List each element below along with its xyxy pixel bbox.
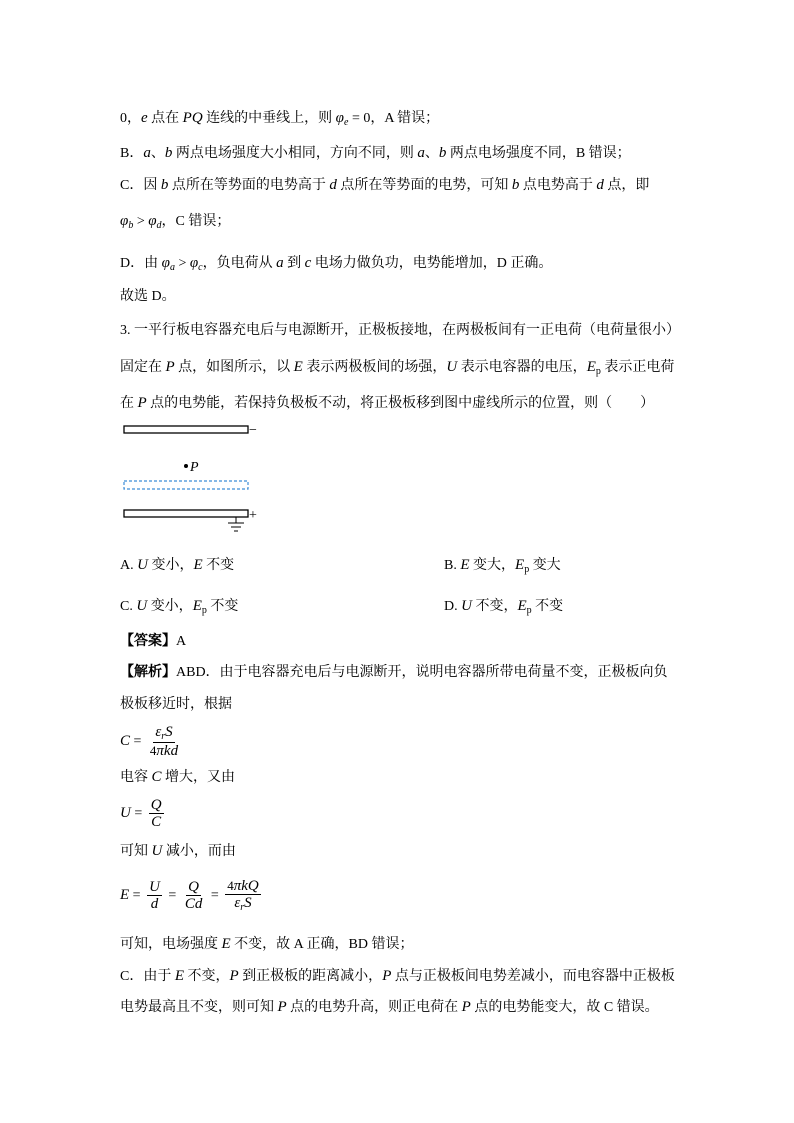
subscript-d: d [156, 220, 162, 231]
text-run: 点，即 [603, 178, 650, 193]
formula-field-strength [120, 878, 264, 913]
text-run: 、 [424, 146, 439, 161]
var-pikd: πkd [156, 743, 179, 759]
subscript-a: a [169, 262, 175, 273]
text-run: 到正极板的距离减小， [238, 969, 383, 984]
text-run: ，A 错误； [370, 111, 440, 126]
var-b: b [164, 145, 173, 161]
ground-symbol [228, 517, 244, 531]
subscript-r: r [161, 731, 166, 742]
formula-voltage [120, 797, 167, 830]
formula-capacitance [120, 724, 183, 759]
var-epsilon: ε [155, 724, 162, 740]
var-phi: φ [189, 255, 199, 271]
text-run: > [133, 214, 149, 229]
fraction [183, 879, 205, 912]
minus-sign-label: − [249, 423, 257, 438]
subscript-p: p [595, 366, 601, 377]
var-E: E [515, 557, 525, 573]
option-d [444, 596, 563, 618]
option-letter: D. [444, 599, 462, 614]
option-a [120, 555, 234, 576]
fraction [147, 879, 162, 912]
fraction-denominator [149, 896, 161, 912]
text-run: 不变 [531, 599, 564, 614]
var-S: S [165, 724, 173, 740]
option-letter: C. [120, 599, 137, 614]
var-E: E [120, 887, 130, 903]
var-b: b [438, 145, 447, 161]
text-run: 点的电势能变大，故 C 错误。 [470, 1000, 659, 1015]
analysis-label: 【解析】 [120, 665, 176, 680]
text-run: 点，如图所示，以 [174, 360, 294, 375]
fraction-numerator [149, 797, 164, 814]
var-d: d [329, 177, 337, 193]
fraction [149, 797, 164, 830]
fraction-numerator [147, 879, 162, 896]
plus-sign-label: + [249, 508, 257, 523]
analysis-line-3 [120, 767, 235, 788]
var-E: E [586, 359, 596, 375]
text-run: 点在 [147, 111, 183, 126]
text-run: ABD．由于电容器充电后与电源断开，说明电容器所带电荷量不变，正极板向负 [176, 665, 668, 680]
number-4: 4 [149, 743, 157, 758]
var-E: E [517, 598, 527, 614]
var-E: E [192, 598, 202, 614]
prev-solution-conclusion [120, 287, 176, 307]
positive-plate [124, 510, 248, 517]
subscript-b: b [128, 220, 134, 231]
text-run: 减小，而由 [162, 844, 236, 859]
fraction-numerator [153, 724, 174, 743]
text-run: 点电势高于 [519, 178, 597, 193]
option-letter: B. [444, 558, 461, 573]
text-run: 两点电场强度大小相同，方向不同，则 [172, 146, 418, 161]
analysis-line-4 [120, 841, 236, 862]
fraction [148, 724, 180, 759]
var-U: U [136, 598, 148, 614]
text-run: D．由 [120, 256, 162, 271]
subscript-p: p [524, 564, 530, 575]
var-b: b [511, 177, 520, 193]
answer-line [120, 632, 186, 652]
negative-plate [124, 426, 248, 433]
subscript-e: e [343, 117, 349, 128]
prev-solution-line-1 [120, 108, 439, 130]
subscript-p: p [201, 605, 207, 616]
var-P: P [461, 999, 471, 1015]
fraction-denominator [148, 743, 180, 759]
analysis-line-1 [120, 663, 668, 683]
var-e: e [141, 110, 148, 126]
var-E: E [193, 557, 203, 573]
number-4: 4 [227, 878, 234, 893]
text-run: 表示电容器的电压， [457, 360, 587, 375]
prev-solution-line-3 [120, 175, 649, 196]
point-p-label: P [190, 460, 199, 475]
var-U: U [120, 805, 131, 821]
var-E: E [174, 968, 185, 984]
analysis-line-6 [120, 966, 675, 987]
text-run: C．因 [120, 178, 161, 193]
text-run: 点的电势能，若保持负极板不动，将正极板移到图中虚线所示的位置，则（ ） [146, 396, 655, 411]
var-P: P [137, 395, 147, 411]
var-d: d [150, 896, 159, 912]
text-run: 不变， [471, 599, 518, 614]
point-p-dot [184, 464, 188, 468]
text-run: C．由于 [120, 969, 175, 984]
text-run: 、 [150, 146, 165, 161]
subscript-r: r [240, 902, 245, 913]
question-line-2 [120, 357, 674, 379]
fraction-denominator [232, 895, 253, 913]
analysis-line-5 [120, 934, 413, 955]
answer-value: A [176, 634, 187, 649]
var-P: P [382, 968, 392, 984]
fraction [225, 878, 261, 913]
text-run: 增大，又由 [161, 770, 236, 785]
text-run: 不变， [184, 969, 230, 984]
equals-sign: = [207, 887, 223, 903]
prev-solution-line-4 [120, 211, 230, 233]
text-run: 不变 [202, 558, 235, 573]
var-E: E [221, 936, 231, 952]
text-run: 不变，故 A 正确，BD 错误； [230, 937, 414, 952]
text-run: 可知 [120, 844, 152, 859]
var-c: c [304, 255, 312, 271]
var-Cd: Cd [184, 896, 203, 912]
fraction-denominator [149, 814, 163, 830]
text-run: > [174, 256, 190, 271]
fraction-numerator [225, 878, 261, 895]
var-d: d [596, 177, 604, 193]
text-run: 点的电势升高，则正电荷在 [286, 1000, 462, 1015]
var-C: C [151, 814, 162, 830]
analysis-line-2 [120, 695, 232, 715]
var-epsilon: ε [234, 895, 241, 911]
var-U: U [149, 879, 160, 895]
var-a: a [143, 145, 151, 161]
var-a: a [276, 255, 284, 271]
text-run: 连线的中垂线上，则 [202, 111, 336, 126]
text-run: 在 [120, 396, 138, 411]
prev-solution-line-5 [120, 253, 552, 275]
var-U: U [446, 359, 458, 375]
var-U: U [461, 598, 472, 614]
var-PQ: PQ [182, 110, 203, 126]
option-c [120, 596, 238, 618]
text-run: 变大， [469, 558, 516, 573]
text-run: 3. 一平行板电容器充电后与电源断开，正极板接地，在两极板间有一正电荷（电荷量很小） [120, 323, 680, 338]
text-run: 极板移近时，根据 [120, 697, 232, 712]
text-run: 点所在等势面的电势，可知 [336, 178, 512, 193]
answer-label: 【答案】 [120, 634, 176, 649]
var-U: U [137, 557, 148, 573]
var-pikQ: πkQ [233, 878, 259, 894]
question-line-1 [120, 321, 680, 341]
var-Q: Q [188, 879, 199, 895]
text-run: ，负电荷从 [202, 256, 277, 271]
text-run: 电场力做负功，电势能增加，D 正确。 [311, 256, 553, 271]
text-run: 电容 [120, 770, 152, 785]
text-run: 0， [120, 111, 141, 126]
text-run: 两点电场强度不同，B 错误； [446, 146, 631, 161]
var-phi: φ [335, 110, 344, 126]
var-phi: φ [161, 255, 170, 271]
var-P: P [165, 359, 175, 375]
text-run: 点所在等势面的电势高于 [168, 178, 330, 193]
var-P: P [229, 968, 239, 984]
analysis-line-7 [120, 997, 659, 1018]
text-run: 变小， [147, 599, 193, 614]
text-run: 变小， [147, 558, 194, 573]
text-run: 可知，电场强度 [120, 937, 222, 952]
text-run: 表示正电荷 [600, 360, 675, 375]
subscript-p: p [526, 605, 532, 616]
var-C: C [151, 769, 162, 785]
var-a: a [417, 145, 425, 161]
subscript-c: c [198, 262, 203, 273]
var-S: S [244, 895, 252, 911]
text-run: 电势最高且不变，则可知 [120, 1000, 278, 1015]
fraction-numerator [186, 879, 201, 896]
question-line-3 [120, 393, 654, 414]
option-b [444, 555, 561, 577]
text-run: 表示两极板间的场强， [302, 360, 447, 375]
text-run: 故选 D。 [120, 289, 176, 304]
var-phi: φ [120, 213, 129, 229]
option-letter: A. [120, 558, 138, 573]
var-U: U [151, 843, 163, 859]
text-run: 到 [283, 256, 305, 271]
fraction-denominator [183, 896, 205, 912]
text-run: B． [120, 146, 144, 161]
var-Q: Q [150, 797, 162, 813]
text-run: = 0 [348, 111, 371, 126]
equals-sign: = [129, 887, 145, 903]
equals-sign: = [130, 733, 145, 749]
text-run: 变大 [529, 558, 561, 573]
var-b: b [160, 177, 169, 193]
capacitor-figure [118, 420, 268, 542]
equals-sign: = [130, 805, 146, 821]
var-E: E [293, 359, 303, 375]
text-run: 不变 [206, 599, 239, 614]
equals-sign: = [164, 887, 180, 903]
text-run: ，C 错误； [161, 214, 231, 229]
var-C: C [120, 733, 131, 749]
text-run: 点与正极板间电势差减小，而电容器中正极板 [391, 969, 675, 984]
prev-solution-line-2 [120, 143, 631, 164]
text-run: 固定在 [120, 360, 166, 375]
var-P: P [277, 999, 287, 1015]
var-phi: φ [148, 213, 157, 229]
var-E: E [460, 557, 470, 573]
dashed-plate-position [124, 481, 248, 489]
